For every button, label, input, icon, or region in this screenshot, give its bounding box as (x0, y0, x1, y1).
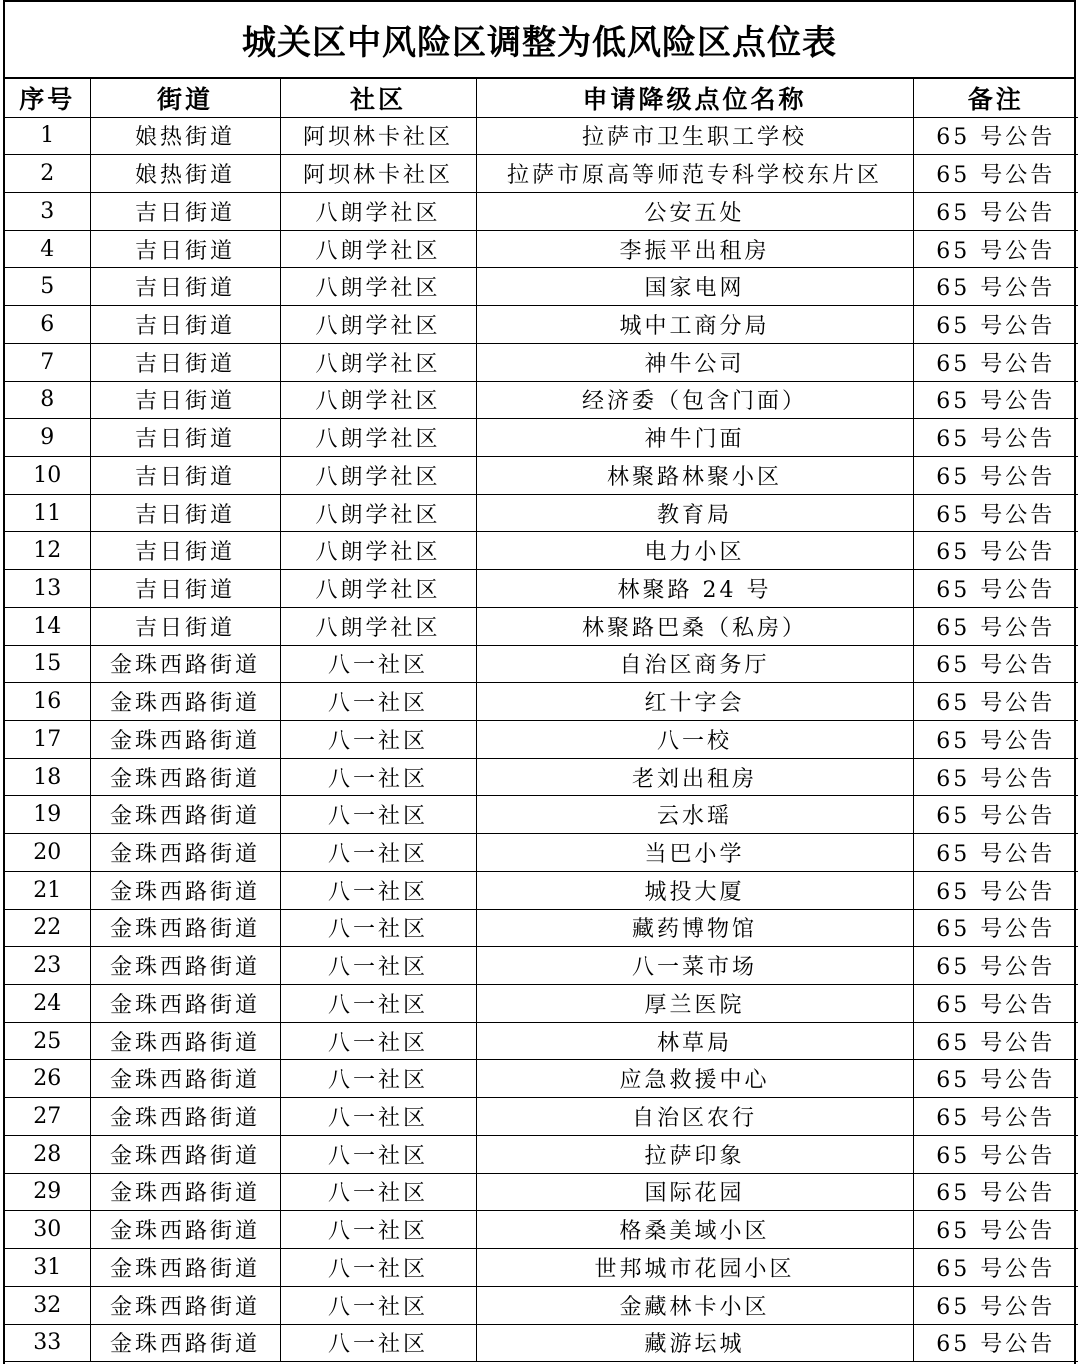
cell-no: 1 (5, 117, 90, 155)
cell-site: 应急救援中心 (476, 1060, 913, 1098)
cell-community: 八一社区 (280, 985, 476, 1023)
cell-note: 65 号公告 (913, 268, 1078, 306)
table-row (5, 721, 1078, 759)
cell-community: 八朗学社区 (280, 570, 476, 608)
cell-street: 吉日街道 (90, 381, 280, 419)
cell-note: 65 号公告 (913, 683, 1078, 721)
cell-note: 65 号公告 (913, 1211, 1078, 1249)
cell-note: 65 号公告 (913, 796, 1078, 834)
cell-note: 65 号公告 (913, 871, 1078, 909)
cell-no: 29 (5, 1173, 90, 1211)
cell-community: 八朗学社区 (280, 230, 476, 268)
cell-community: 八一社区 (280, 1173, 476, 1211)
cell-no: 10 (5, 456, 90, 494)
cell-street: 金珠西路街道 (90, 1211, 280, 1249)
cell-street: 娘热街道 (90, 155, 280, 193)
table-row (5, 1249, 1078, 1287)
cell-no: 25 (5, 1022, 90, 1060)
cell-site: 厚兰医院 (476, 985, 913, 1023)
header-street: 街道 (90, 79, 280, 117)
table-row (5, 834, 1078, 872)
header-no: 序号 (5, 79, 90, 117)
cell-note: 65 号公告 (913, 1173, 1078, 1211)
table-row (5, 306, 1078, 344)
cell-note: 65 号公告 (913, 607, 1078, 645)
cell-street: 吉日街道 (90, 306, 280, 344)
cell-community: 八朗学社区 (280, 343, 476, 381)
table-row (5, 1173, 1078, 1211)
cell-note: 65 号公告 (913, 1135, 1078, 1173)
cell-street: 吉日街道 (90, 456, 280, 494)
cell-community: 八一社区 (280, 947, 476, 985)
cell-note: 65 号公告 (913, 1249, 1078, 1287)
cell-no: 4 (5, 230, 90, 268)
cell-site: 自治区商务厅 (476, 645, 913, 683)
cell-note: 65 号公告 (913, 532, 1078, 570)
cell-community: 八一社区 (280, 721, 476, 759)
cell-note: 65 号公告 (913, 1324, 1078, 1362)
cell-no: 27 (5, 1098, 90, 1136)
cell-community: 八一社区 (280, 1286, 476, 1324)
cell-site: 林聚路 24 号 (476, 570, 913, 608)
cell-no: 7 (5, 343, 90, 381)
cell-community: 八朗学社区 (280, 268, 476, 306)
table-row (5, 117, 1078, 155)
cell-no: 9 (5, 419, 90, 457)
table-row (5, 570, 1078, 608)
cell-site: 李振平出租房 (476, 230, 913, 268)
cell-note: 65 号公告 (913, 343, 1078, 381)
cell-note: 65 号公告 (913, 117, 1078, 155)
cell-community: 八朗学社区 (280, 494, 476, 532)
table-row (5, 871, 1078, 909)
cell-street: 吉日街道 (90, 494, 280, 532)
cell-street: 娘热街道 (90, 117, 280, 155)
table-row (5, 607, 1078, 645)
cell-community: 八一社区 (280, 1135, 476, 1173)
cell-no: 5 (5, 268, 90, 306)
cell-community: 八一社区 (280, 758, 476, 796)
cell-site: 林聚路林聚小区 (476, 456, 913, 494)
cell-note: 65 号公告 (913, 192, 1078, 230)
cell-street: 金珠西路街道 (90, 1173, 280, 1211)
cell-note: 65 号公告 (913, 570, 1078, 608)
cell-site: 拉萨印象 (476, 1135, 913, 1173)
cell-community: 八一社区 (280, 1249, 476, 1287)
cell-street: 金珠西路街道 (90, 909, 280, 947)
cell-note: 65 号公告 (913, 155, 1078, 193)
table-row (5, 1098, 1078, 1136)
table-row (5, 909, 1078, 947)
cell-community: 八朗学社区 (280, 419, 476, 457)
table-row (5, 1135, 1078, 1173)
cell-community: 八一社区 (280, 796, 476, 834)
cell-community: 八一社区 (280, 1324, 476, 1362)
table-row (5, 1211, 1078, 1249)
cell-street: 金珠西路街道 (90, 645, 280, 683)
cell-no: 17 (5, 721, 90, 759)
cell-community: 八一社区 (280, 1060, 476, 1098)
cell-no: 30 (5, 1211, 90, 1249)
cell-community: 八一社区 (280, 645, 476, 683)
cell-site: 国家电网 (476, 268, 913, 306)
cell-no: 16 (5, 683, 90, 721)
cell-street: 吉日街道 (90, 230, 280, 268)
cell-street: 金珠西路街道 (90, 985, 280, 1023)
table-row (5, 192, 1078, 230)
cell-no: 8 (5, 381, 90, 419)
cell-no: 26 (5, 1060, 90, 1098)
cell-street: 吉日街道 (90, 570, 280, 608)
table-row (5, 419, 1078, 457)
cell-no: 31 (5, 1249, 90, 1287)
table-row (5, 947, 1078, 985)
cell-community: 八一社区 (280, 834, 476, 872)
cell-site: 格桑美域小区 (476, 1211, 913, 1249)
cell-street: 吉日街道 (90, 419, 280, 457)
cell-site: 藏药博物馆 (476, 909, 913, 947)
cell-community: 八一社区 (280, 1211, 476, 1249)
header-community: 社区 (280, 79, 476, 117)
cell-note: 65 号公告 (913, 758, 1078, 796)
cell-street: 金珠西路街道 (90, 1135, 280, 1173)
cell-site: 国际花园 (476, 1173, 913, 1211)
cell-no: 24 (5, 985, 90, 1023)
cell-street: 金珠西路街道 (90, 721, 280, 759)
table-row (5, 758, 1078, 796)
table-row (5, 683, 1078, 721)
cell-community: 八朗学社区 (280, 607, 476, 645)
table-title: 城关区中风险区调整为低风险区点位表 (5, 2, 1074, 79)
table-row (5, 985, 1078, 1023)
cell-site: 老刘出租房 (476, 758, 913, 796)
cell-street: 金珠西路街道 (90, 1022, 280, 1060)
table-row (5, 532, 1078, 570)
cell-community: 八朗学社区 (280, 532, 476, 570)
cell-street: 吉日街道 (90, 268, 280, 306)
header-site: 申请降级点位名称 (476, 79, 913, 117)
cell-site: 林聚路巴桑（私房） (476, 607, 913, 645)
cell-note: 65 号公告 (913, 1022, 1078, 1060)
cell-street: 金珠西路街道 (90, 1324, 280, 1362)
cell-note: 65 号公告 (913, 381, 1078, 419)
cell-note: 65 号公告 (913, 1060, 1078, 1098)
cell-site: 城投大厦 (476, 871, 913, 909)
cell-site: 当巴小学 (476, 834, 913, 872)
table-row (5, 381, 1078, 419)
cell-community: 阿坝林卡社区 (280, 117, 476, 155)
cell-street: 吉日街道 (90, 607, 280, 645)
table-row (5, 268, 1078, 306)
cell-note: 65 号公告 (913, 1098, 1078, 1136)
cell-site: 经济委（包含门面） (476, 381, 913, 419)
table-row (5, 796, 1078, 834)
cell-note: 65 号公告 (913, 494, 1078, 532)
cell-note: 65 号公告 (913, 985, 1078, 1023)
cell-community: 八一社区 (280, 1098, 476, 1136)
cell-note: 65 号公告 (913, 456, 1078, 494)
table-body (5, 117, 1078, 1362)
cell-no: 32 (5, 1286, 90, 1324)
cell-no: 19 (5, 796, 90, 834)
cell-street: 金珠西路街道 (90, 1098, 280, 1136)
table-row (5, 1060, 1078, 1098)
cell-site: 公安五处 (476, 192, 913, 230)
cell-community: 八朗学社区 (280, 192, 476, 230)
cell-note: 65 号公告 (913, 230, 1078, 268)
table-row (5, 155, 1078, 193)
cell-site: 拉萨市卫生职工学校 (476, 117, 913, 155)
header-note: 备注 (913, 79, 1078, 117)
cell-street: 金珠西路街道 (90, 758, 280, 796)
cell-no: 28 (5, 1135, 90, 1173)
table-row (5, 1324, 1078, 1362)
cell-note: 65 号公告 (913, 909, 1078, 947)
cell-site: 红十字会 (476, 683, 913, 721)
cell-no: 13 (5, 570, 90, 608)
cell-no: 22 (5, 909, 90, 947)
cell-no: 6 (5, 306, 90, 344)
cell-street: 金珠西路街道 (90, 1286, 280, 1324)
cell-community: 八朗学社区 (280, 456, 476, 494)
cell-site: 藏游坛城 (476, 1324, 913, 1362)
cell-note: 65 号公告 (913, 645, 1078, 683)
table-row (5, 645, 1078, 683)
cell-community: 八一社区 (280, 909, 476, 947)
cell-street: 金珠西路街道 (90, 947, 280, 985)
cell-site: 神牛公司 (476, 343, 913, 381)
cell-no: 14 (5, 607, 90, 645)
risk-points-table (5, 79, 1078, 1362)
cell-note: 65 号公告 (913, 721, 1078, 759)
cell-no: 21 (5, 871, 90, 909)
cell-no: 11 (5, 494, 90, 532)
cell-no: 12 (5, 532, 90, 570)
cell-community: 八一社区 (280, 871, 476, 909)
cell-site: 云水瑶 (476, 796, 913, 834)
cell-site: 拉萨市原高等师范专科学校东片区 (476, 155, 913, 193)
cell-no: 20 (5, 834, 90, 872)
cell-site: 林草局 (476, 1022, 913, 1060)
cell-street: 吉日街道 (90, 532, 280, 570)
cell-site: 城中工商分局 (476, 306, 913, 344)
cell-street: 金珠西路街道 (90, 1060, 280, 1098)
cell-no: 33 (5, 1324, 90, 1362)
cell-community: 八一社区 (280, 683, 476, 721)
cell-street: 吉日街道 (90, 343, 280, 381)
cell-note: 65 号公告 (913, 834, 1078, 872)
cell-site: 八一菜市场 (476, 947, 913, 985)
cell-street: 金珠西路街道 (90, 683, 280, 721)
cell-community: 八一社区 (280, 1022, 476, 1060)
cell-site: 自治区农行 (476, 1098, 913, 1136)
cell-community: 八朗学社区 (280, 306, 476, 344)
cell-site: 神牛门面 (476, 419, 913, 457)
cell-street: 吉日街道 (90, 192, 280, 230)
cell-community: 八朗学社区 (280, 381, 476, 419)
table-row (5, 456, 1078, 494)
cell-site: 电力小区 (476, 532, 913, 570)
cell-note: 65 号公告 (913, 306, 1078, 344)
risk-table-sheet (3, 0, 1076, 1364)
cell-site: 金藏林卡小区 (476, 1286, 913, 1324)
cell-note: 65 号公告 (913, 1286, 1078, 1324)
cell-note: 65 号公告 (913, 419, 1078, 457)
cell-street: 金珠西路街道 (90, 871, 280, 909)
table-row (5, 494, 1078, 532)
cell-street: 金珠西路街道 (90, 834, 280, 872)
cell-no: 18 (5, 758, 90, 796)
cell-street: 金珠西路街道 (90, 1249, 280, 1287)
cell-site: 教育局 (476, 494, 913, 532)
cell-no: 2 (5, 155, 90, 193)
cell-note: 65 号公告 (913, 947, 1078, 985)
cell-site: 八一校 (476, 721, 913, 759)
header-row (5, 79, 1078, 117)
table-row (5, 230, 1078, 268)
table-row (5, 1286, 1078, 1324)
table-row (5, 1022, 1078, 1060)
cell-no: 23 (5, 947, 90, 985)
cell-no: 15 (5, 645, 90, 683)
table-row (5, 343, 1078, 381)
cell-no: 3 (5, 192, 90, 230)
cell-community: 阿坝林卡社区 (280, 155, 476, 193)
cell-site: 世邦城市花园小区 (476, 1249, 913, 1287)
cell-street: 金珠西路街道 (90, 796, 280, 834)
